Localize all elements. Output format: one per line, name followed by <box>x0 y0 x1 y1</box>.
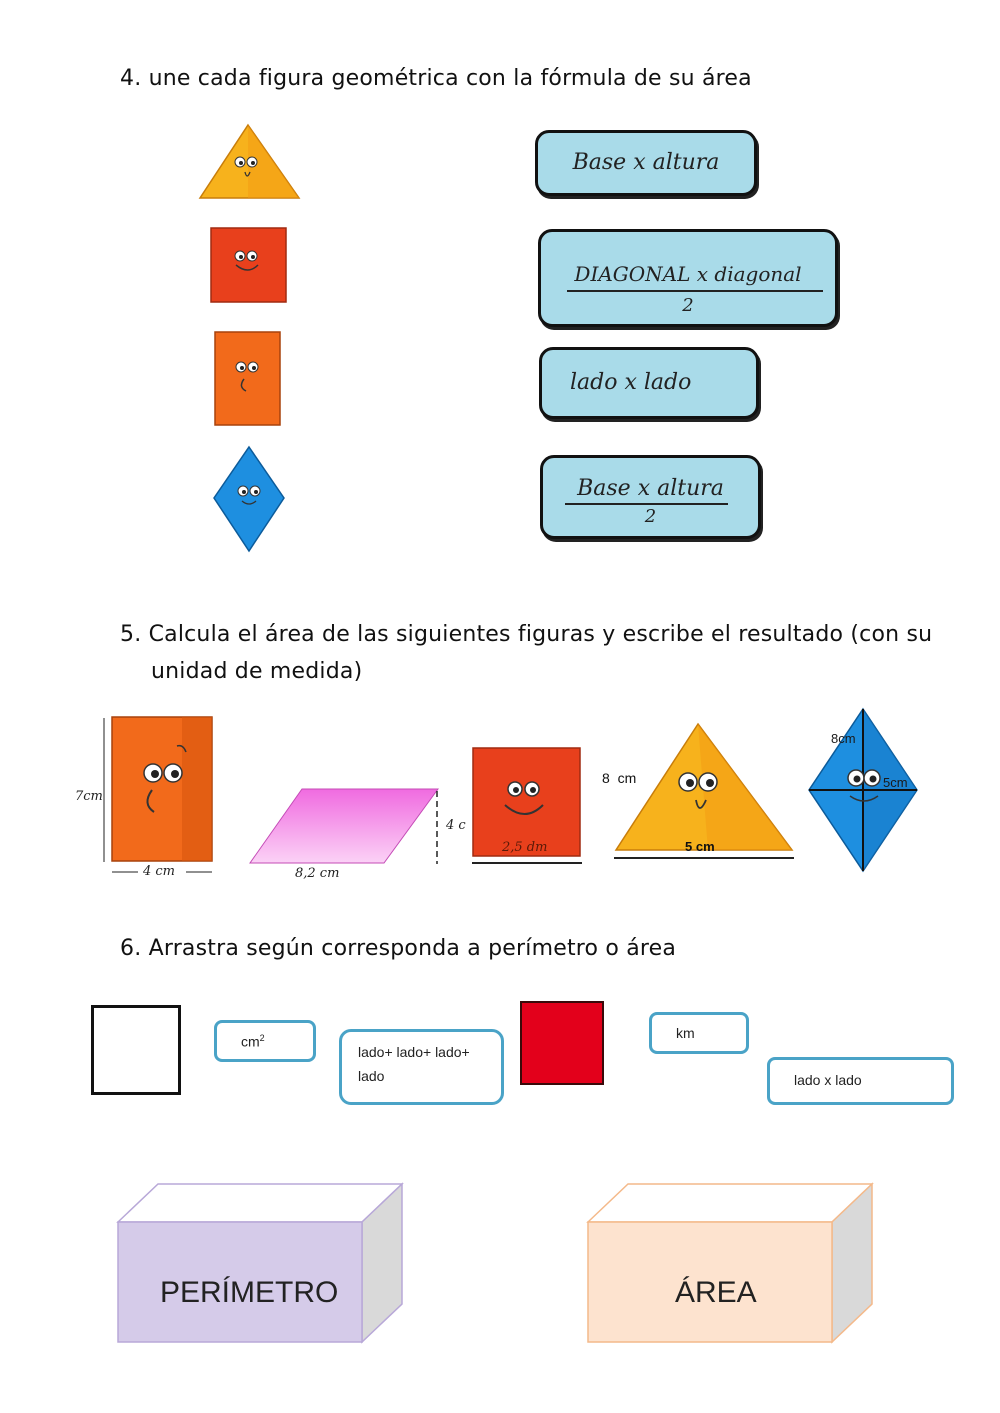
card-perimeter-sum[interactable] <box>339 1029 504 1105</box>
parallelogram-base-label: 8,2 cm <box>295 866 340 881</box>
blue-rhombus-shape[interactable] <box>212 445 286 553</box>
formula-numerator: Base x altura <box>572 150 720 175</box>
area-drop-box[interactable] <box>586 1182 876 1347</box>
red-square-shape-2[interactable] <box>520 1001 604 1085</box>
question-5-title <box>120 616 932 690</box>
card-cm2-base: cm <box>241 1033 260 1050</box>
formula-numerator: DIAGONAL x diagonal <box>574 262 802 286</box>
card-sum-line-2: lado <box>358 1068 385 1084</box>
card-km[interactable] <box>649 1012 749 1054</box>
perimeter-drop-box[interactable] <box>116 1182 406 1347</box>
formula-denominator: 2 <box>644 506 657 527</box>
formula-card-rhombus[interactable] <box>538 229 838 327</box>
triangle-base-label: 5 cm <box>685 839 715 854</box>
rhombus-diagonal-2-label: 5cm <box>883 775 908 790</box>
rectangle-height-label: 7cm <box>75 789 103 804</box>
area-box-label: ÁREA <box>675 1276 757 1309</box>
white-square-shape[interactable] <box>91 1005 181 1095</box>
formula-denominator: 2 <box>682 295 694 316</box>
rhombus-diagonal-1-label: 8cm <box>831 731 856 746</box>
question-5-line-2: unidad de medida) <box>151 659 363 684</box>
triangle-shape[interactable] <box>198 122 302 202</box>
card-km-text: km <box>676 1025 695 1041</box>
card-sum-line-1: lado+ lado+ lado+ <box>358 1044 470 1060</box>
card-area-product[interactable] <box>767 1057 954 1105</box>
parallelogram-height-label: 4 c <box>446 818 466 833</box>
formula-card-triangle[interactable] <box>540 455 761 539</box>
square-side-label: 2,5 dm <box>502 840 548 855</box>
formula-card-rectangle[interactable] <box>535 130 757 196</box>
formula-card-square[interactable] <box>539 347 759 419</box>
formula-numerator: Base x altura <box>577 476 724 501</box>
question-6-title: 6. Arrastra según corresponda a perímetro o área <box>120 936 677 961</box>
question-4-title: 4. une cada figura geométrica con la fórmula de su área <box>120 66 752 91</box>
triangle-height-label: 8 cm <box>602 770 637 786</box>
card-cm2[interactable] <box>214 1020 316 1062</box>
card-cm2-text <box>241 1033 265 1050</box>
card-product-text: lado x lado <box>794 1072 862 1088</box>
red-square-shape[interactable] <box>210 227 288 303</box>
formula-numerator: lado x lado <box>570 370 692 395</box>
rectangle-width-label: 4 cm <box>143 864 176 879</box>
parallelogram-figure <box>248 786 448 868</box>
card-cm2-exponent: 2 <box>259 1033 265 1043</box>
fraction-line <box>567 290 823 292</box>
rhombus-figure <box>806 706 920 876</box>
perimeter-box-label: PERÍMETRO <box>160 1276 339 1309</box>
question-5-line-1: 5. Calcula el área de las siguientes figuras y escribe el resultado (con su <box>120 622 933 647</box>
fraction-line <box>565 503 728 505</box>
orange-rectangle-shape[interactable] <box>214 331 282 427</box>
